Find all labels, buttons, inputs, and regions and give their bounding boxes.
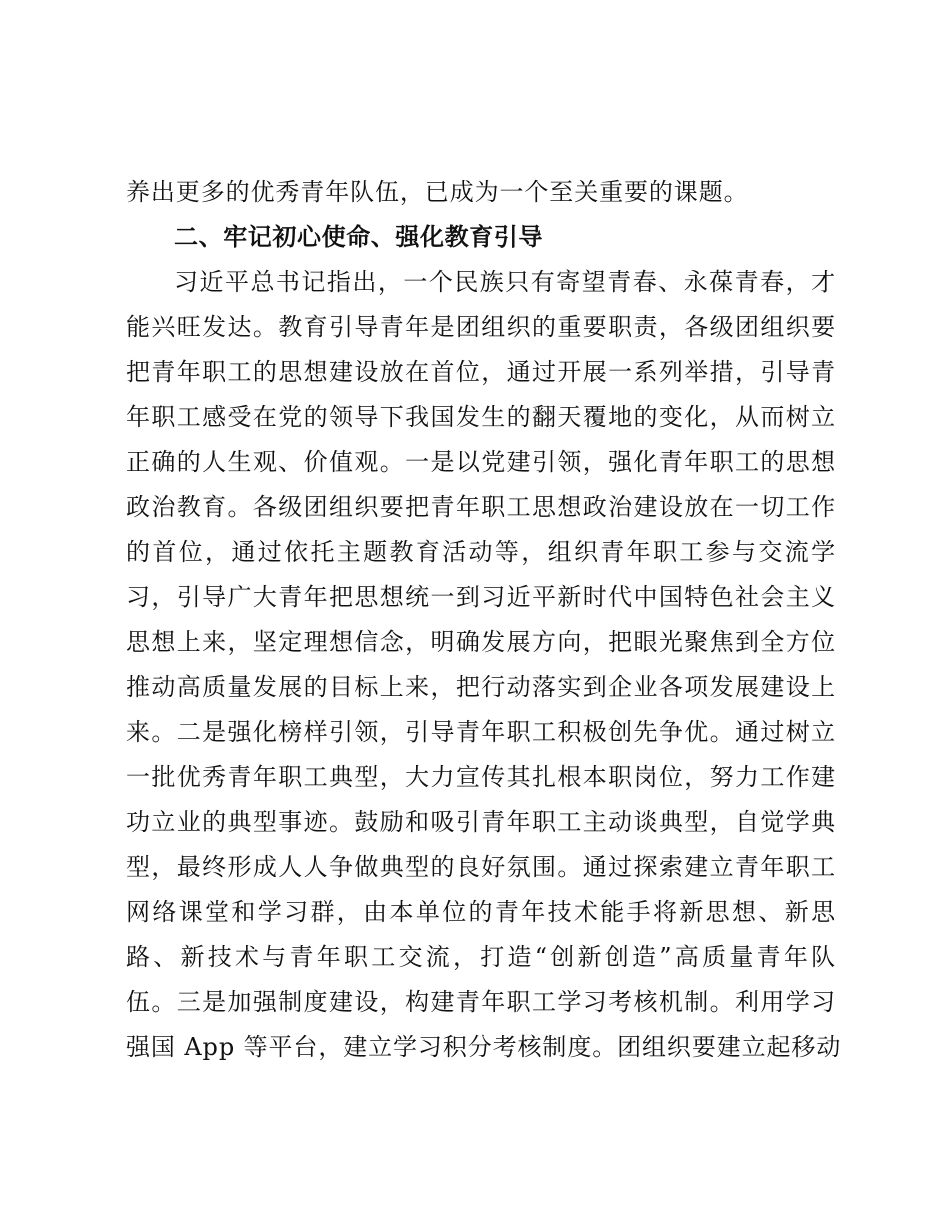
paragraph-line: 的首位，通过依托主题教育活动等，组织青年职工参与交流学 <box>126 538 836 566</box>
paragraph-line: 正确的人生观、价值观。一是以党建引领，强化青年职工的思想 <box>126 448 836 476</box>
paragraph-line: 政治教育。各级团组织要把青年职工思想政治建设放在一切工作 <box>126 493 836 521</box>
paragraph-line: 来。二是强化榜样引领，引导青年职工积极创先争优。通过树立 <box>126 718 836 746</box>
paragraph-line: 能兴旺发达。教育引导青年是团组织的重要职责，各级团组织要 <box>126 313 836 341</box>
paragraph-line: 思想上来，坚定理想信念，明确发展方向，把眼光聚焦到全方位 <box>126 628 836 656</box>
paragraph-line: 把青年职工的思想建设放在首位，通过开展一系列举措，引导青 <box>126 358 836 386</box>
section-heading: 二、牢记初心使命、强化教育引导 <box>174 223 543 251</box>
document-body <box>126 170 842 1070</box>
body-paragraph <box>126 260 842 1070</box>
paragraph-line: 习近平总书记指出，一个民族只有寄望青春、永葆青春，才 <box>174 268 836 296</box>
paragraph-line: 习，引导广大青年把思想统一到习近平新时代中国特色社会主义 <box>126 583 836 611</box>
paragraph-line: 强国 App 等平台，建立学习积分考核制度。团组织要建立起移动 <box>126 1033 842 1061</box>
paragraph-line: 网络课堂和学习群，由本单位的青年技术能手将新思想、新思 <box>126 898 836 926</box>
continuation-line: 养出更多的优秀青年队伍，已成为一个至关重要的课题。 <box>126 178 749 206</box>
paragraph-line: 推动高质量发展的目标上来，把行动落实到企业各项发展建设上 <box>126 673 836 701</box>
paragraph-line: 年职工感受在党的领导下我国发生的翻天覆地的变化，从而树立 <box>126 403 836 431</box>
paragraph-line: 一批优秀青年职工典型，大力宣传其扎根本职岗位，努力工作建 <box>126 763 836 791</box>
paragraph-line: 功立业的典型事迹。鼓励和吸引青年职工主动谈典型，自觉学典 <box>126 808 836 836</box>
paragraph-line: 路、新技术与青年职工交流，打造“创新创造”高质量青年队 <box>126 943 836 971</box>
paragraph-line: 伍。三是加强制度建设，构建青年职工学习考核机制。利用学习 <box>126 988 836 1016</box>
paragraph-line: 型，最终形成人人争做典型的良好氛围。通过探索建立青年职工 <box>126 853 836 881</box>
